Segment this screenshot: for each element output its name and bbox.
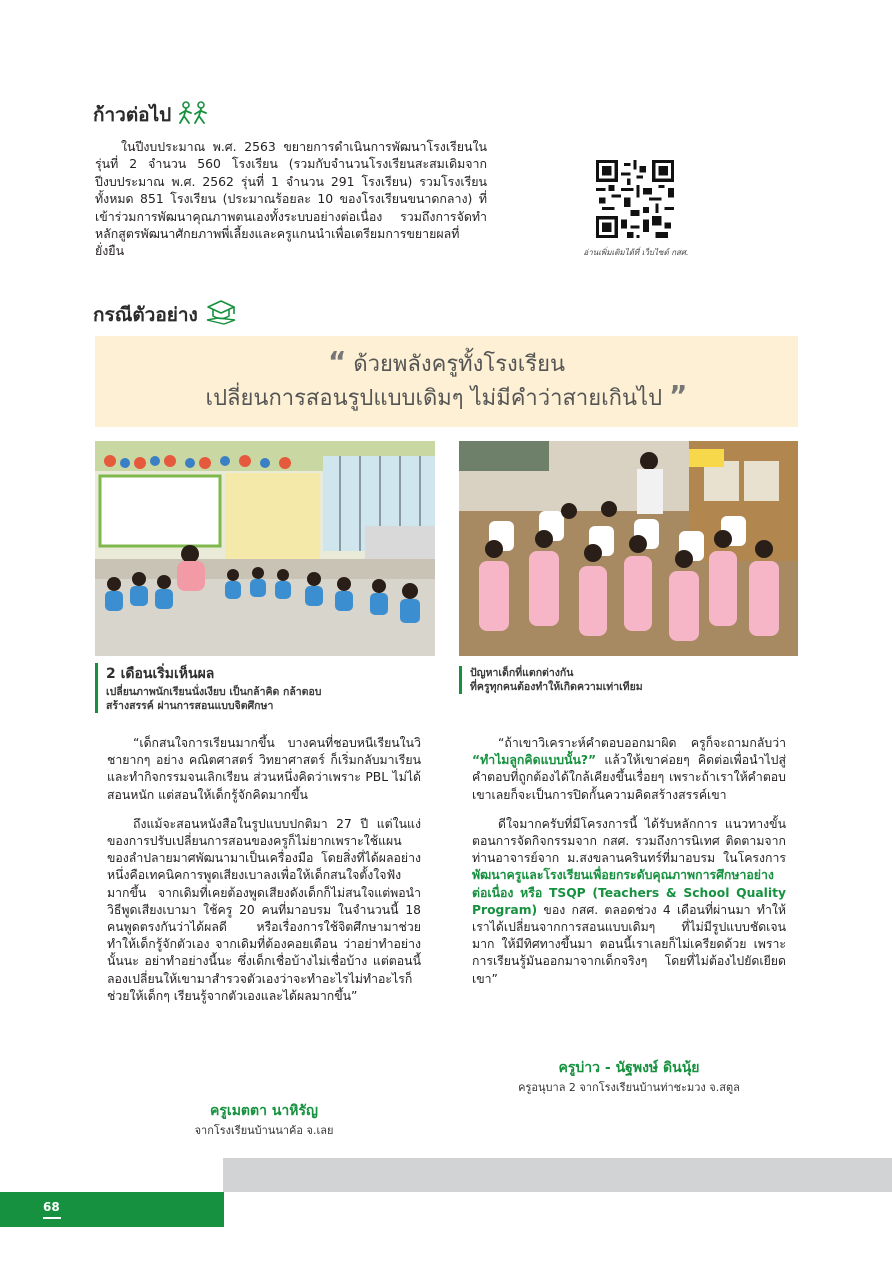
- right-quote-paragraph-1: [472, 735, 786, 804]
- qr-caption: อ่านเพิ่มเติมได้ที่ เว็บไซต์ กสศ.: [583, 248, 689, 257]
- left-caption-line-2: สร้างสรรค์ ผ่านการสอนแบบจิตศึกษา: [106, 700, 274, 712]
- right-photo-caption: [459, 666, 770, 694]
- banner-line-2-text: เปลี่ยนการสอนรูปแบบเดิมๆ ไม่มีคำว่าสายเกินไป: [205, 386, 663, 411]
- qr-code[interactable]: [596, 160, 674, 242]
- section-heading-case-study: [93, 298, 238, 331]
- right-teacher-school: ครูอนุบาล 2 จากโรงเรียนบ้านท่าชะมวง จ.สตูล: [518, 1081, 740, 1094]
- left-photo-caption: [95, 663, 406, 713]
- page-number: 68: [43, 1200, 60, 1214]
- section-heading-next-steps: [93, 100, 211, 130]
- quote-banner: [95, 336, 798, 427]
- left-caption-line-1: เปลี่ยนภาพนักเรียนนั่งเงียบ เป็นกล้าคิด กล้าตอบ: [106, 686, 322, 698]
- heading-text: กรณีตัวอย่าง: [93, 303, 198, 326]
- left-quote-paragraph-1: “เด็กสนใจการเรียนมากขึ้น บางคนที่ชอบหนีเรียนในวิชายากๆ อย่าง คณิตศาสตร์ วิทยาศาสตร์ ก็เริ่มกลับมาเรียนและทำกิจกรรมจนเลิกเรียน ส่วนหนึ่งคิดว่าเพราะ PBL ไม่ได้สอนหนัก แต่สอนให้เด็กรู้จักคิดมากขึ้น: [107, 736, 421, 802]
- close-quote-icon: ”: [669, 379, 688, 412]
- right-p1-highlight: “ทำไมลูกคิดแบบนั้น?”: [472, 753, 597, 768]
- left-teacher-school: จากโรงเรียนบ้านนาค้อ จ.เลย: [194, 1124, 334, 1137]
- right-quote-paragraph-2: [472, 816, 786, 988]
- right-p2-text-a: ดีใจมากครับที่มีโครงการนี้ ได้รับหลักการ แนวทางขั้นตอนการจัดกิจกรรมจาก กสศ. รวมถึงการนิเทศ ติดตามจากท่านอาจารย์จาก ม.สงขลานครินทร์ที่มาอบรม ในโครงการ: [472, 816, 786, 866]
- right-teacher-name: ครูบ่าว - นัฐพงษ์ ดินนุ้ย: [558, 1060, 700, 1076]
- intro-text: ในปีงบประมาณ พ.ศ. 2563 ขยายการดำเนินการพัฒนาโรงเรียนในรุ่นที่ 2 จำนวน 560 โรงเรียน (รวมกับจำนวนโรงเรียนสะสมเดิมจากปีงบประมาณ พ.ศ. 2562 รุ่นที่ 1 จำนวน 291 โรงเรียน) รวมโรงเรียนทั้งหมด 851 โรงเรียน (ประมาณร้อยละ 10 ของโรงเรียนขนาดกลาง) ที่เข้าร่วมการพัฒนาคุณภาพตนเองทั้งระบบอย่างต่อเนื่อง รวมถึงการจัดทำหลักสูตรพัฒนาศักยภาพพี่เลี้ยงและครูแกนนำเพื่อเตรียมการขยายผลที่ยั่งยืน: [95, 139, 487, 259]
- left-teacher-name: ครูเมตตา นาหิรัญ: [210, 1103, 318, 1119]
- right-p1-text-a: “ถ้าเขาวิเคราะห์คำตอบออกมาผิด ครูก็จะถามกลับว่า: [498, 736, 786, 750]
- graduation-cap-icon: [204, 298, 238, 331]
- right-quote-body: [472, 735, 786, 1000]
- right-p1-text-b: แล้วให้เขาค่อยๆ คิดต่อเพื่อนำไปสู่คำตอบที่ถูกต้องได้ใกล้เคียงขึ้นเรื่อยๆ เพราะถ้าเราให้คำตอบเขาเลยก็จะเป็นการปิดกั้นความคิดสร้างสรรค์เขา: [472, 753, 786, 802]
- banner-line-2: [95, 380, 798, 414]
- classroom-photo-right: [459, 441, 798, 656]
- right-p2-highlight: พัฒนาครูและโรงเรียนเพื่อยกระดับคุณภาพการศึกษาอย่างต่อเนื่อง หรือ TSQP (Teachers & School Quality Program): [472, 868, 786, 917]
- right-caption-line-1: ปัญหาเด็กที่แตกต่างกัน: [470, 667, 574, 679]
- footer-gray-bar: [223, 1158, 892, 1192]
- classroom-photo-left: [95, 441, 435, 656]
- open-quote-icon: “: [327, 345, 347, 378]
- left-quote-paragraph-2: ถึงแม้จะสอนหนังสือในรูปแบบปกติมา 27 ปี แต่ในแง่ของการปรับเปลี่ยนการสอนของครูก็ไม่ยากเพราะใช้แผนของลำปลายมาศพัฒนามาเป็นเครื่องมือ โดยสิ่งที่ได้ผลอย่างหนึ่งคือเทคนิคการพูดเสียงเบาลงเพื่อให้เด็กสนใจตั้งใจฟังมากขึ้น จากเดิมที่เคยต้องพูดเสียงดังเด็กก็ไม่สนใจแต่พอนำวิธีพูดเสียงเบามา ใช้ครู 20 คนที่มาอบรม ในจำนวนนี้ 18 คนพูดตรงกันว่าได้ผลดี หรือเรื่องการใช้จิตศึกษามาช่วยทำให้เด็กรู้จักตัวเอง จากเดิมที่ต้องคอยเตือน ว่าอย่าทำอย่างนั้นนะ อย่าทำอย่างนี้นะ ซึ่งเด็กเชื่อบ้างไม่เชื่อบ้าง แต่ตอนนี้ ลองเปลี่ยนให้เขามาสำรวจตัวเองว่าจะทำอะไรไม่ทำอะไรก็ช่วยให้เด็กๆ เรียนรู้จากตัวเองและได้ผลมากขึ้น”: [107, 816, 421, 1003]
- right-p2-text-b: ของ กสศ. ตลอดช่วง 4 เดือนที่ผ่านมา ทำให้เราได้เปลี่ยนจากการสอนแบบเดิมๆ ที่ไม่มีรูปแบบชัดเจนมาก ให้มีทิศทางขึ้นมา ตอนนี้เราเลยก็ไม่เครียดด้วย เพราะการเรียนรู้มันออกมาจากเด็กจริงๆ โดยที่ไม่ต้องไปยัดเยียดเขา”: [472, 902, 786, 986]
- page-number-underline: [43, 1217, 61, 1219]
- people-walking-icon: [177, 101, 211, 130]
- banner-line-1-text: ด้วยพลังครูทั้งโรงเรียน: [353, 352, 566, 377]
- left-quote-body: [107, 735, 421, 1017]
- heading-text: ก้าวต่อไป: [93, 104, 172, 126]
- left-caption-title: 2 เดือนเริ่มเห็นผล: [106, 666, 215, 682]
- right-caption-line-2: ที่ครูทุกคนต้องทำให้เกิดความเท่าเทียม: [470, 681, 643, 693]
- footer-green-bar: [0, 1192, 224, 1227]
- intro-paragraph: [95, 138, 487, 260]
- banner-line-1: [95, 346, 798, 380]
